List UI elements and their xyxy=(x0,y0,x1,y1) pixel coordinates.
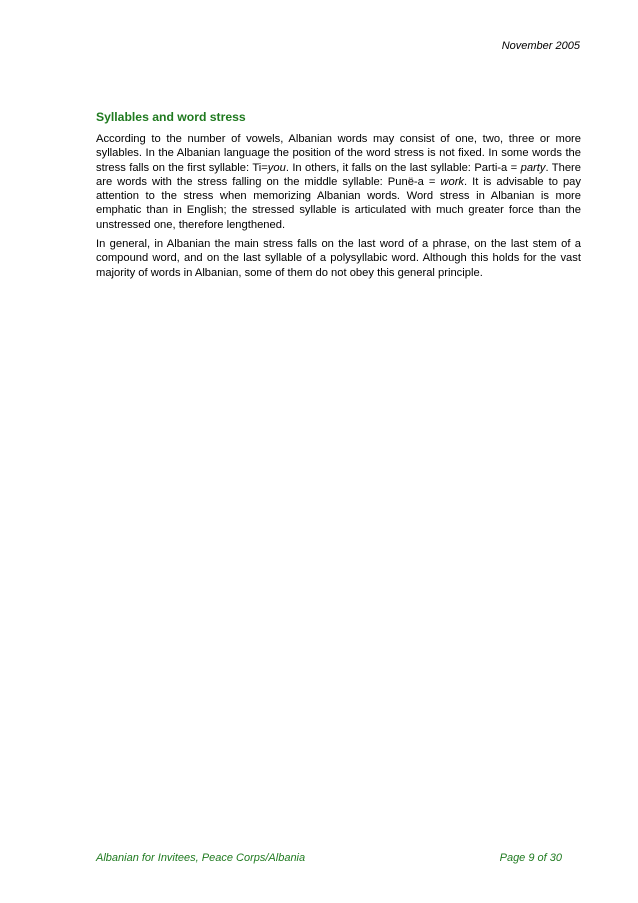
example-equals-2: = xyxy=(507,161,521,174)
paragraph-2: In general, in Albanian the main stress falls on the last word of a phrase, on the last stem of a compound word, and on the last syllable of a polysyllabic word. Although this holds for the vast majority of words in Albanian, some of them do not obey this general principle. xyxy=(96,238,581,279)
example-meaning-you: you xyxy=(267,161,286,174)
footer-title: Albanian for Invitees, Peace Corps/Albania xyxy=(96,852,306,864)
page-number: Page 9 of 30 xyxy=(499,852,562,864)
example-word-ti: Ti xyxy=(252,161,262,174)
example-equals-1: = xyxy=(261,161,268,174)
example-word-punea: Punë-a xyxy=(387,175,424,188)
p1-text-3: . There are words with the stress falling on the middle syllable: xyxy=(96,161,581,188)
paragraph-1 xyxy=(96,132,581,232)
section-title: Syllables and word stress xyxy=(96,110,246,124)
example-equals-3: = xyxy=(423,175,441,188)
example-meaning-work: work xyxy=(440,175,465,188)
p1-text-1: According to the number of vowels, Albanian words may consist of one, two, three or more syllables. In the Albanian language the position of the word stress is not fixed. In some words the stress falls on the first syllable: xyxy=(96,133,581,174)
header-date: November 2005 xyxy=(501,40,580,52)
p1-text-2: . In others, it falls on the last syllable: xyxy=(285,161,475,174)
section-syllables xyxy=(96,110,581,285)
example-word-partia: Parti-a xyxy=(474,161,508,174)
p1-text-4: . It is advisable to pay attention to the stress when memorizing Albanian words. Word stress in Albanian is more emphatic than in English; the stressed syllable is articulated with much greater force than the unstressed one, therefore lengthened. xyxy=(96,175,581,231)
example-meaning-party: party xyxy=(520,161,546,174)
